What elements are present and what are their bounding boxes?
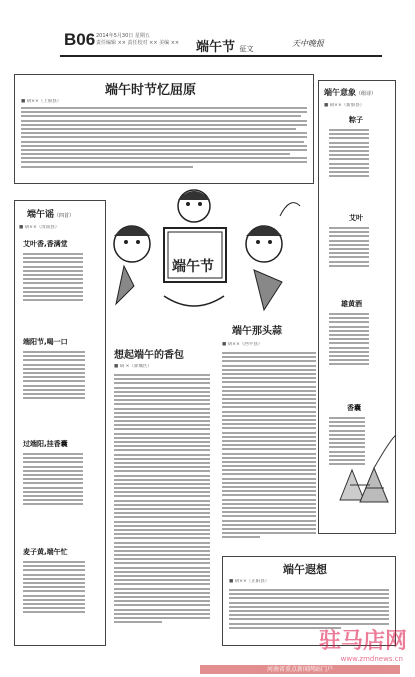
section-title-main: 端午节 (196, 40, 236, 55)
right-sub-2: 艾叶 (349, 214, 363, 222)
watermark-bar: 河南省重点新闻网站门户 (200, 665, 400, 674)
article-main-title: 端午时节忆屈原 (105, 83, 197, 98)
section-title (196, 36, 254, 55)
zongzi-illustration (330, 430, 400, 510)
article-fragrance (106, 340, 210, 640)
left-sub-4-body (23, 561, 85, 613)
right-sub-1: 粽子 (349, 116, 363, 124)
watermark-url: www.zmdnews.cn (340, 655, 403, 663)
page-number: B06 (64, 30, 96, 49)
right-sub-1-body (329, 129, 369, 177)
right-column-title (324, 87, 376, 98)
right-column-title-main: 端午意象 (324, 87, 356, 97)
article-reverie-title: 端午遐想 (283, 563, 327, 576)
article-fragrance-body (114, 374, 210, 623)
left-sub-3: 过端阳,挂香囊 (23, 440, 68, 448)
article-garlic-title: 端午那头蒜 (232, 326, 282, 337)
left-column-author: ■ 胡××（汝南县） (19, 225, 60, 230)
right-sub-3: 雄黄酒 (341, 300, 362, 308)
left-sub-1: 艾叶香,香满堂 (23, 240, 68, 248)
left-sub-1-body (23, 253, 83, 301)
right-column-author: ■ 胡××（新蔡县） (324, 103, 365, 108)
article-left-column (14, 200, 106, 646)
left-sub-2-body (23, 351, 85, 399)
right-column-note: （组诗） (356, 91, 377, 97)
section-title-sub: 征文 (239, 45, 254, 53)
editors-line: 责任编辑 ×× 责任校对 ×× 美编 ×× (96, 40, 180, 46)
article-fragrance-title: 想起端午的香包 (114, 350, 184, 361)
left-sub-2: 端阳节,喝一口 (23, 338, 68, 346)
left-column-title-main: 端午谣 (27, 210, 55, 220)
issue-meta (96, 33, 179, 47)
right-sub-2-body (329, 227, 369, 267)
header-rule (60, 55, 382, 57)
article-garlic (214, 316, 316, 554)
article-reverie-author: ■ 胡××（正阳县） (229, 579, 270, 584)
article-main-body (21, 107, 307, 168)
watermark-site: 驻马店网 (318, 628, 407, 654)
article-garlic-body (222, 352, 316, 538)
left-column-note: （四首） (54, 213, 75, 219)
illustration-center-label: 端午节 (172, 259, 214, 275)
article-reverie-body (229, 589, 389, 629)
date-line: 2014年5月30日 星期五 (96, 33, 150, 39)
article-main-author: ■ 胡××（上蔡县） (21, 99, 62, 104)
left-sub-3-body (23, 453, 83, 505)
right-sub-4: 香囊 (347, 404, 361, 412)
article-main (14, 74, 314, 184)
right-sub-3-body (329, 313, 369, 365)
article-garlic-author: ■ 胡××（西平县） (222, 342, 263, 347)
paper-logo: 天中晚报 (292, 39, 324, 48)
article-fragrance-author: ■ 胡 ×（驿城区） (114, 364, 152, 369)
left-column-title (27, 207, 74, 220)
left-sub-4: 麦子黄,端午忙 (23, 548, 68, 556)
